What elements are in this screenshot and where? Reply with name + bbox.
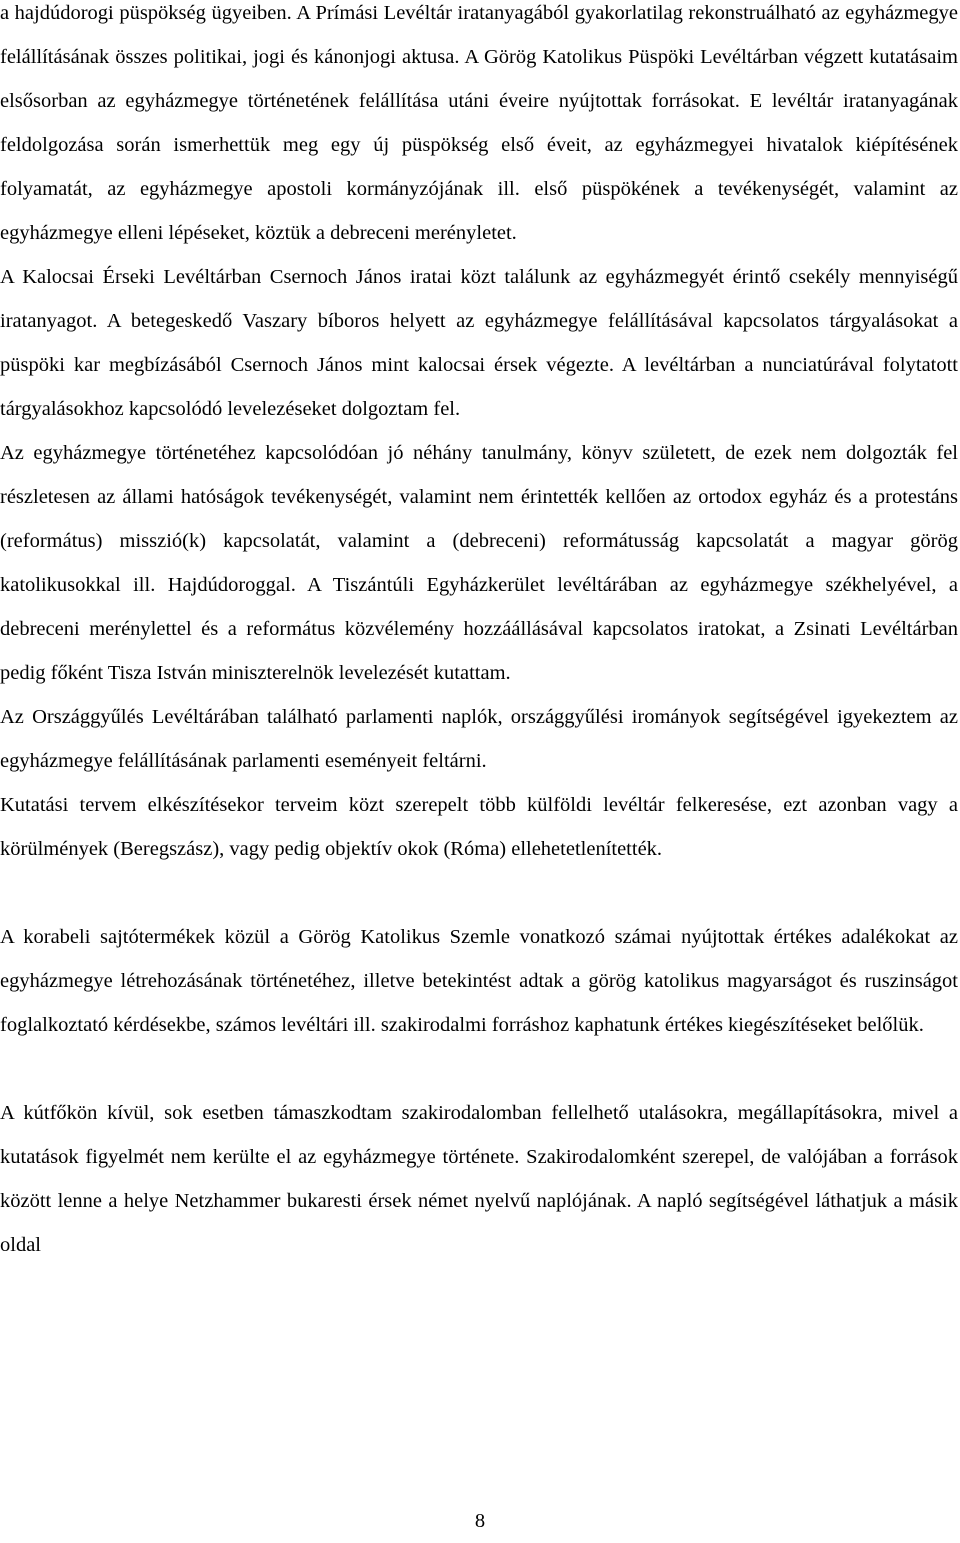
- paragraph-külföldi-levéltárak: Kutatási tervem elkészítésekor terveim közt szerepelt több külföldi levéltár felkeresése, ezt azonban vagy a körülmények (Beregszász), vagy pedig objektív okok (Róma) ellehetetlenítették.: [0, 794, 958, 860]
- paragraph-sajtótermékek: A korabeli sajtótermékek közül a Görög Katolikus Szemle vonatkozó számai nyújtottak értékes adalékokat az egyházmegye létrehozásának történetéhez, illetve betekintést adtak a görög katolikus magyarságot és ruszinságot foglalkoztató kérdésekbe, számos levéltári ill. szakirodalmi forráshoz kaphatunk értékes kiegészítéseket belőlük.: [0, 926, 958, 1036]
- paragraph-országgyűlés-levéltár: Az Országgyűlés Levéltárában található parlamenti naplók, országgyűlési irományok segítségével igyekeztem az egyházmegye felállításának parlamenti eseményeit feltárni.: [0, 706, 958, 772]
- paragraph-prímási-levéltár: a hajdúdorogi püspökség ügyeiben. A Prímási Levéltár iratanyagából gyakorlatilag rekonstruálható az egyházmegye felállításának összes politikai, jogi és kánonjogi aktusa. A Görög Katolikus Püspöki Levéltárban végzett kutatásaim elsősorban az egyházmegye történetének felállítása utáni éveire nyújtottak forrásokat. E levéltár iratanyagának feldolgozása során ismerhettük meg egy új püspökség első éveit, az egyházmegyei hivatalok kiépítésének folyamatát, az egyházmegye apostoli kormányzójának ill. első püspökének a tevékenységét, valamint az egyházmegye elleni lépéseket, köztük a debreceni merényletet.: [0, 2, 958, 244]
- paragraph-szakirodalom: A kútfőkön kívül, sok esetben támaszkodtam szakirodalomban fellelhető utalásokra, megállapításokra, mivel a kutatások figyelmét nem kerülte el az egyházmegye története. Szakirodalomként szerepel, de valójában a források között lenne a helye Netzhammer bukaresti érsek német nyelvű naplójának. A napló segítségével láthatjuk a másik oldal: [0, 1102, 958, 1256]
- paragraph-szakirodalom-tiszántúli: Az egyházmegye történetéhez kapcsolódóan jó néhány tanulmány, könyv született, de ezek nem dolgozták fel részletesen az állami hatóságok tevékenységét, valamint nem érintették kellően az ortodox egyház és a protestáns (református) misszió(k) kapcsolatát, valamint a (debreceni) reformátusság kapcsolatát a magyar görög katolikusokkal ill. Hajdúdoroggal. A Tiszántúli Egyházkerület levéltárában az egyházmegye székhelyével, a debreceni merénylettel és a református közvélemény hozzáállásával kapcsolatos iratokat, a Zsinati Levéltárban pedig főként Tisza István miniszterelnök levelezését kutattam.: [0, 442, 958, 684]
- paragraph-kalocsai-levéltár: A Kalocsai Érseki Levéltárban Csernoch János iratai közt találunk az egyházmegyét érintő csekély mennyiségű iratanyagot. A betegeskedő Vaszary bíboros helyett az egyházmegye felállításával kapcsolatos tárgyalásokat a püspöki kar megbízásából Csernoch János mint kalocsai érsek végezte. A levéltárban a nunciatúrával folytatott tárgyalásokhoz kapcsolódó levelezéseket dolgoztam fel.: [0, 266, 958, 420]
- page-number: 8: [474, 1510, 486, 1532]
